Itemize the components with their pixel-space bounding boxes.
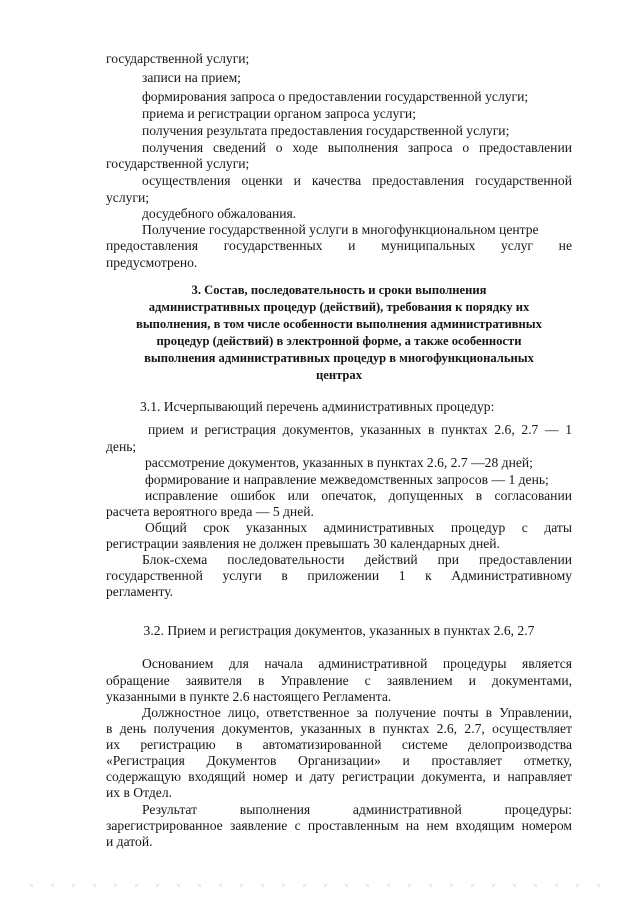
text-line: формирование и направление межведомственных запросов — 1 день; [145, 472, 549, 487]
text-line: получения результата предоставления государственной услуги; [142, 123, 510, 138]
text-line: Должностное лицо, ответственное за получение почты в Управлении, [142, 705, 572, 720]
text-line: предусмотрено. [106, 255, 198, 270]
text-line: зарегистрированное заявление с проставленным на нем входящим номером [106, 818, 572, 833]
section-heading: процедур (действий) в электронной форме, а также особенности [156, 334, 522, 348]
text-line: Результат выполнения административной процедуры: [142, 802, 572, 817]
text-line: расчета вероятного вреда — 5 дней. [106, 504, 314, 519]
text-line: указанными в пункте 2.6 настоящего Регламента. [106, 689, 392, 704]
text-line: их в Отдел. [106, 785, 172, 800]
section-heading: 3. Состав, последовательность и сроки выполнения [191, 283, 487, 297]
text-line: прием и регистрация документов, указанных в пунктах 2.6, 2.7 — 1 [148, 422, 572, 437]
text-line: приема и регистрации органом запроса услуги; [142, 106, 416, 121]
text-line: регламенту. [106, 584, 174, 599]
text-line: «Регистрация Документов Организации» и проставляет отметку, [106, 753, 572, 768]
text-line: в день получения документов, указанных в пунктах 2.6, 2.7, осуществляет [106, 721, 572, 736]
text-line: государственной услуги; [106, 51, 250, 66]
text-line: рассмотрение документов, указанных в пунктах 2.6, 2.7 —28 дней; [145, 455, 533, 470]
text-line: исправление ошибок или опечаток, допущенных в согласовании [145, 488, 572, 503]
text-line: регистрации заявления не должен превышать 30 календарных дней. [106, 536, 500, 551]
text-line: услуги; [106, 190, 150, 205]
text-line: Основанием для начала административной процедуры является [142, 656, 572, 671]
text-line: обращение заявителя в Управление с заявлением и документами, [106, 673, 572, 688]
section-heading: центрах [315, 368, 363, 382]
text-line: государственной услуги; [106, 156, 250, 171]
text-line: Общий срок указанных административных процедур с даты [145, 520, 572, 535]
text-line: Получение государственной услуги в многофункциональном центре [142, 222, 539, 237]
text-line: досудебного обжалования. [142, 206, 297, 221]
text-line: предоставления государственных и муниципальных услуг не [106, 238, 572, 253]
scan-artifact [30, 884, 610, 887]
text-line: осуществления оценки и качества предоставления государственной [142, 173, 572, 188]
section-heading: выполнения административных процедур в многофункциональных [144, 351, 534, 365]
section-heading: административных процедур (действий), требования к порядку их [148, 300, 530, 314]
text-line: и датой. [106, 834, 153, 849]
text-line: получения сведений о ходе выполнения запроса о предоставлении [142, 140, 572, 155]
subsection-title: 3.1. Исчерпывающий перечень административных процедур: [140, 399, 495, 414]
text-line: день; [106, 439, 137, 454]
section-heading: выполнения, в том числе особенности выполнения административных [136, 317, 542, 331]
text-line: государственной услуги в приложении 1 к Административному [106, 568, 572, 583]
text-line: их регистрацию в автоматизированной системе делопроизводства [106, 737, 572, 752]
text-line: Блок-схема последовательности действий при предоставлении [142, 552, 572, 567]
text-line: содержащую входящий номер и дату регистрации документа, и направляет [106, 769, 572, 784]
subsection-title: 3.2. Прием и регистрация документов, указанных в пунктах 2.6, 2.7 [143, 623, 535, 638]
text-line: записи на прием; [142, 70, 241, 85]
text-line: формирования запроса о предоставлении государственной услуги; [142, 89, 529, 104]
